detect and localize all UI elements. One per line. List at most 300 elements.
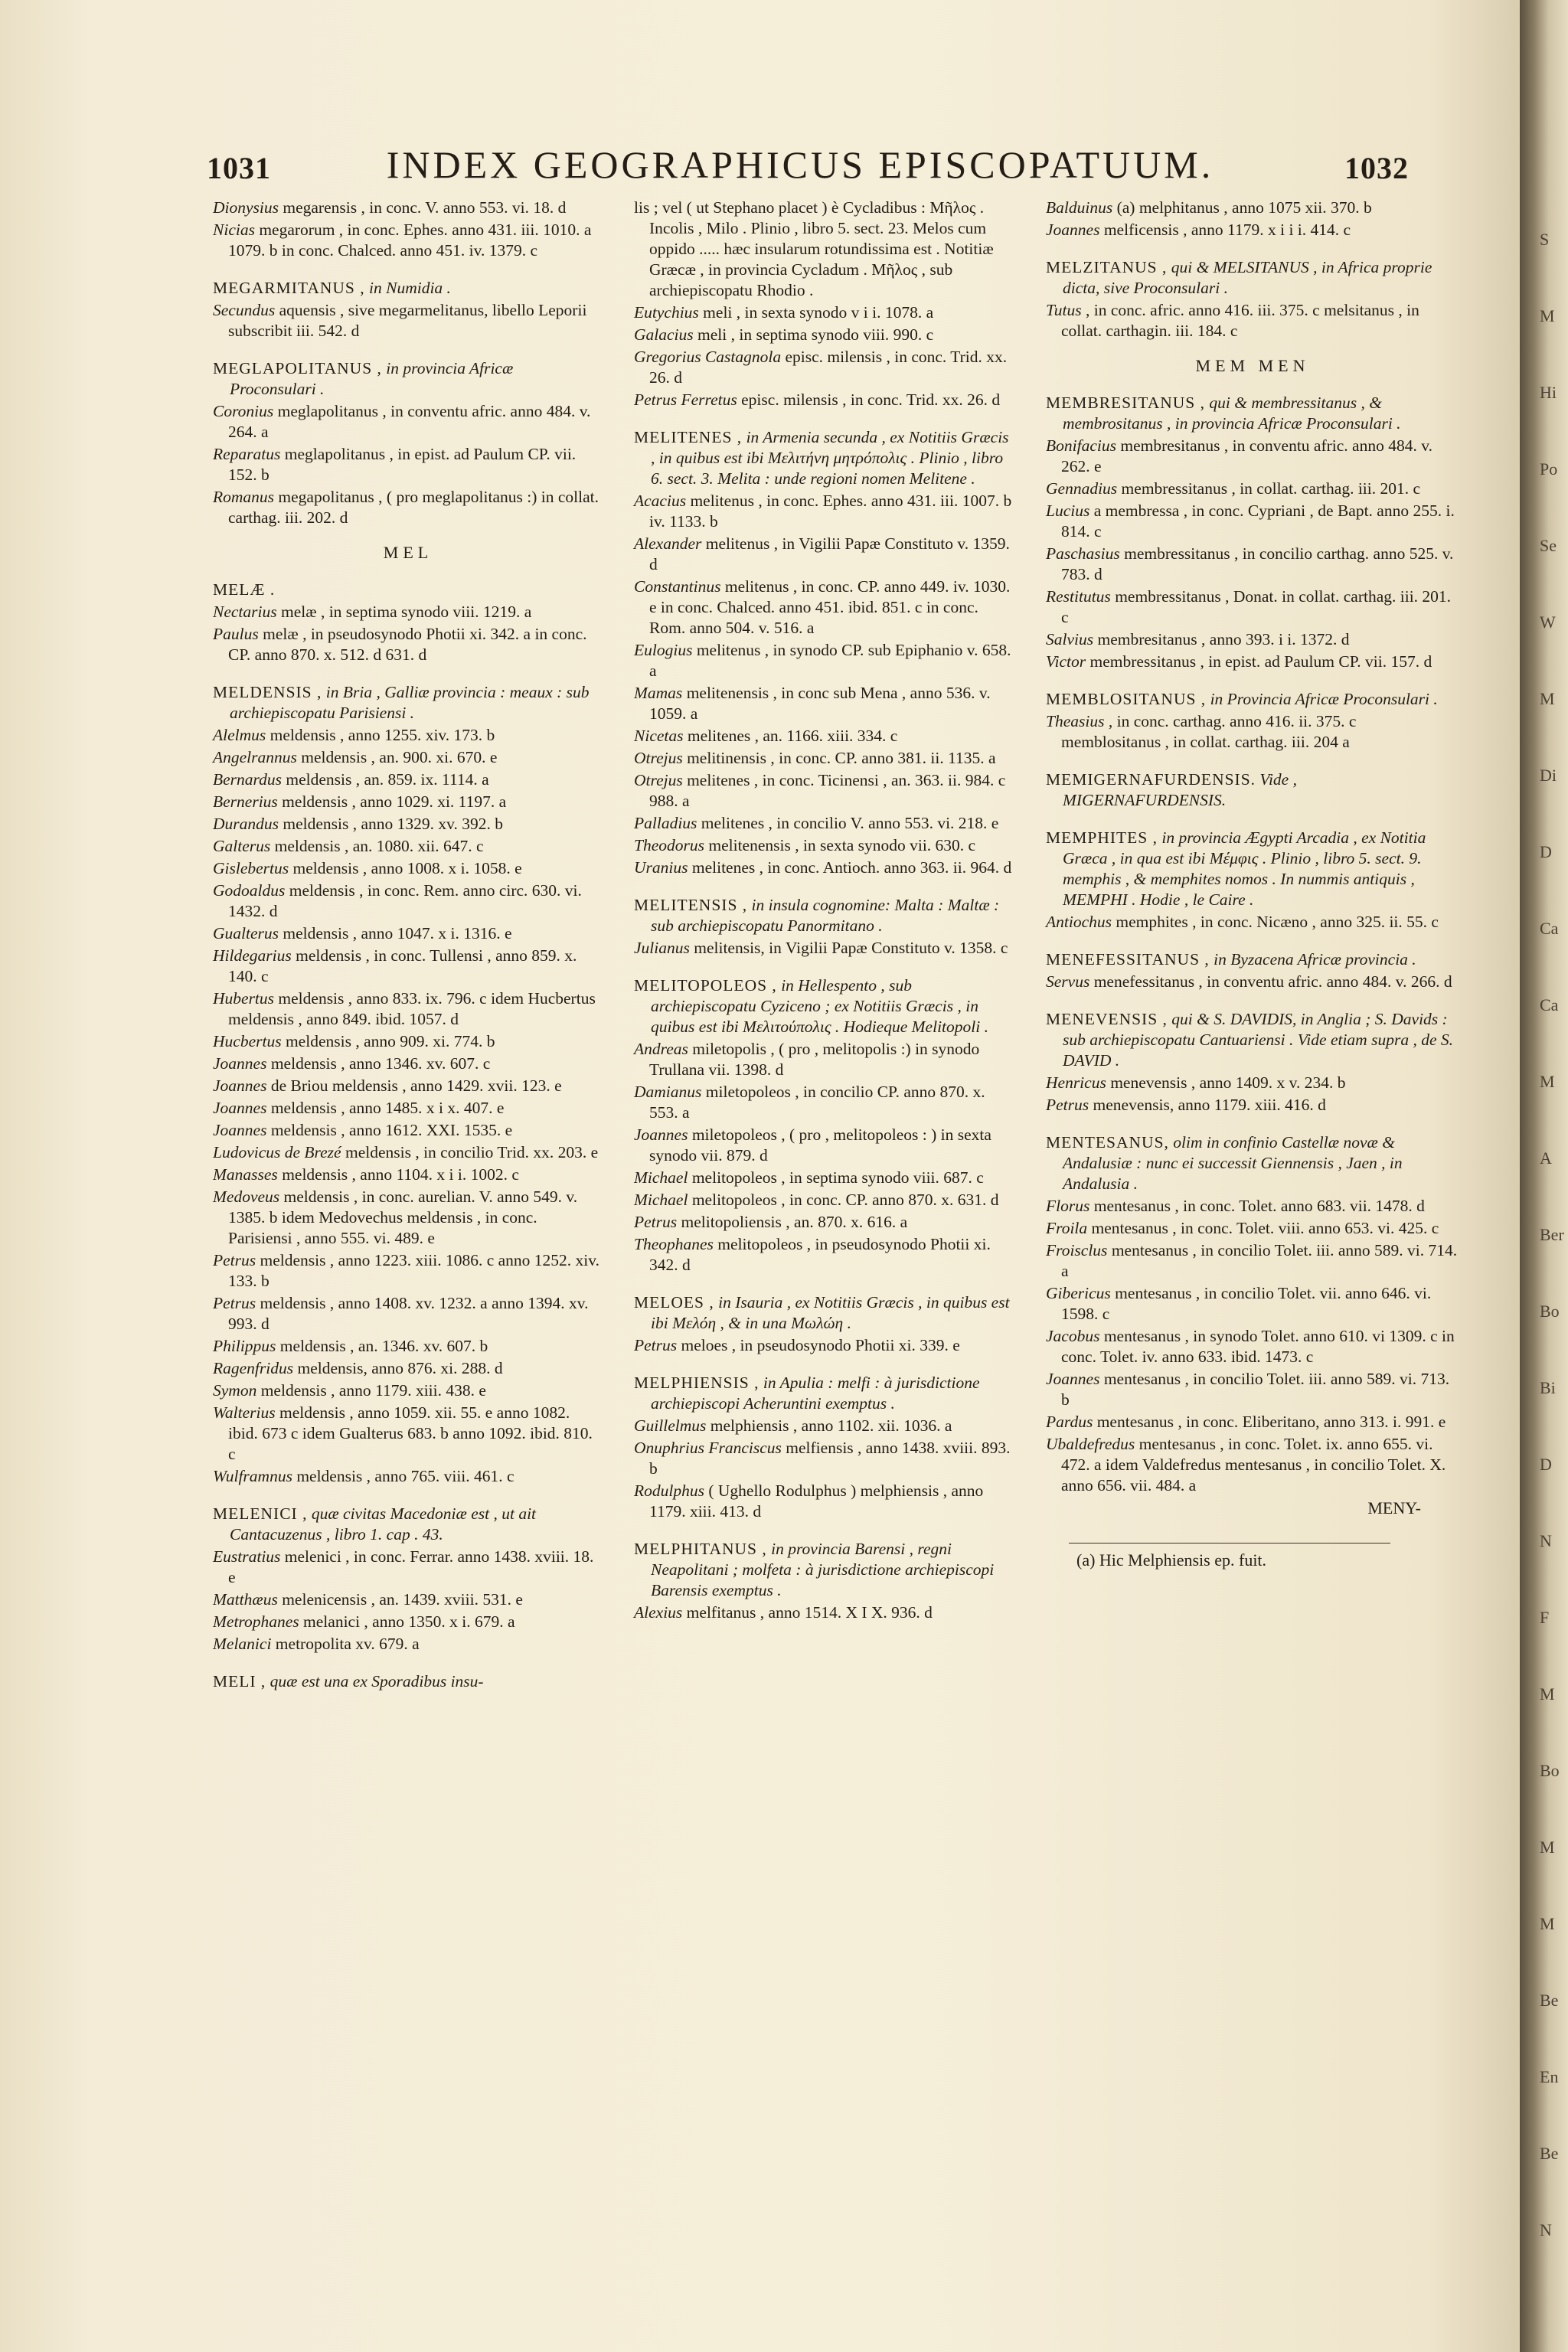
index-entry <box>1046 586 1459 628</box>
footnote-rule <box>1069 1543 1390 1544</box>
index-entry <box>213 946 603 987</box>
entry-reference: metropolita xv. 679. a <box>275 1635 420 1653</box>
bishop-name: Pardus <box>1046 1413 1093 1431</box>
index-entry <box>634 813 1017 834</box>
index-entry <box>213 769 603 790</box>
bishop-name: Acacius <box>634 492 687 510</box>
bishop-name: Nicias <box>213 220 255 239</box>
entry-reference: mentesanus , in conc. Tolet. anno 683. vii. 1478. d <box>1093 1197 1425 1215</box>
index-entry <box>213 602 603 622</box>
entry-reference: melæ , in pseudosynodo Photii xi. 342. a in conc. CP. anno 870. x. 512. d 631. d <box>228 625 587 664</box>
bishop-name: Hildegarius <box>213 946 292 965</box>
bishop-name: Jacobus <box>1046 1327 1100 1345</box>
entry-reference: megapolitanus , ( pro meglapolitanus :) in collat. carthag. iii. 202. d <box>228 488 599 527</box>
index-entry <box>634 1190 1017 1210</box>
bishop-name: Durandus <box>213 815 279 833</box>
see-description: in insula cognomine: Malta : Maltæ : sub archiepiscopatu Panormitano . <box>651 896 1000 935</box>
index-entry <box>1046 220 1459 240</box>
see-heading <box>1046 257 1459 299</box>
index-entry <box>1046 972 1459 992</box>
entry-reference: meldensis , anno 1179. xiii. 438. e <box>260 1381 486 1400</box>
entry-reference: melenici , in conc. Ferrar. anno 1438. xviii. 18. e <box>228 1547 594 1586</box>
margin-fragment: Hi <box>1540 383 1557 402</box>
entry-reference: membressitanus , in concilio carthag. anno 525. v. 783. d <box>1061 544 1454 583</box>
bishop-name: Froisclus <box>1046 1241 1108 1259</box>
index-entry <box>634 1416 1017 1436</box>
bishop-name: Eulogius <box>634 641 693 659</box>
see-description: Vide , MIGERNAFURDENSIS. <box>1063 770 1297 809</box>
bishop-name: Victor <box>1046 652 1086 671</box>
entry-reference: , in conc. carthag. anno 416. ii. 375. c memblositanus , in collat. carthag. iii. 204 a <box>1061 712 1357 751</box>
entry-reference: membressitanus , in collat. carthag. iii. 201. c <box>1121 479 1421 498</box>
bishop-name: Bernerius <box>213 792 278 811</box>
bishop-name: Otrejus <box>634 771 683 789</box>
see-description: in Numidia . <box>369 279 451 297</box>
index-entry <box>1046 912 1459 933</box>
bishop-name: Mamas <box>634 684 683 702</box>
see-heading <box>1046 1132 1459 1194</box>
see-headword: MELITENSIS , <box>634 896 748 914</box>
bishop-name: Petrus <box>634 1336 678 1354</box>
page-header <box>207 142 1409 196</box>
bishop-name: Theasius <box>1046 712 1105 730</box>
see-heading <box>213 358 603 400</box>
bishop-name: Symon <box>213 1381 257 1400</box>
see-description: in Isauria , ex Notitiis Græcis , in quibus est ibi Μελόη , & in una Μωλώη . <box>651 1293 1010 1332</box>
entry-reference: membresitanus , in conventu afric. anno 484. v. 262. e <box>1061 436 1432 475</box>
entry-reference: episc. milensis , in conc. Trid. xx. 26. d <box>741 390 1001 409</box>
see-headword: MEMIGERNAFURDENSIS. <box>1046 770 1256 789</box>
bishop-name: Petrus Ferretus <box>634 390 737 409</box>
see-heading <box>1046 393 1459 434</box>
margin-fragment: Bo <box>1540 1761 1560 1780</box>
margin-fragment: Ber <box>1540 1225 1564 1244</box>
bishop-name: Eutychius <box>634 303 699 322</box>
index-entry <box>1046 1095 1459 1116</box>
bishop-name: Salvius <box>1046 630 1094 648</box>
entry-reference: meldensis , in concilio Trid. xx. 203. e <box>345 1143 599 1161</box>
index-entry <box>1046 1240 1459 1282</box>
see-heading <box>634 975 1017 1037</box>
margin-fragment: D <box>1540 1455 1552 1474</box>
entry-reference: mentesanus , in synodo Tolet. anno 610. vi 1309. c in conc. Tolet. iv. anno 633. ibid. 1473. c <box>1061 1327 1455 1366</box>
index-entry <box>213 988 603 1030</box>
entry-reference: meldensis , an. 1346. xv. 607. b <box>279 1337 488 1355</box>
bishop-name: Restitutus <box>1046 587 1111 606</box>
index-entry <box>213 747 603 768</box>
index-entry <box>1046 1283 1459 1325</box>
entry-reference: de Briou meldensis , anno 1429. xvii. 123. e <box>270 1076 562 1095</box>
see-description: in Armenia secunda , ex Notitiis Græcis , in quibus est ibi Μελιτήνη μητρόπολις . Plinio , libro 6. sect. 3. Melita : unde regioni nomen Melitene . <box>651 428 1009 488</box>
margin-fragment: Se <box>1540 536 1557 555</box>
bishop-name: Joannes <box>213 1121 267 1139</box>
index-entry <box>1046 652 1459 672</box>
entry-reference: melitenes , an. 1166. xiii. 334. c <box>687 727 898 745</box>
margin-fragment: En <box>1540 2067 1559 2086</box>
entry-reference: melitenus , in conc. CP. anno 449. iv. 1030. e in conc. Chalced. anno 451. ibid. 851. c in conc. Rom. anno 504. v. 516. a <box>649 577 1011 637</box>
see-heading <box>213 278 603 299</box>
bishop-name: Secundus <box>213 301 276 319</box>
index-entry <box>634 1168 1017 1188</box>
bishop-name: Wulframnus <box>213 1467 292 1485</box>
entry-reference: melitinensis , in conc. CP. anno 381. ii. 1135. a <box>687 749 996 767</box>
entry-reference: meldensis , anno 1047. x i. 1316. e <box>283 924 512 942</box>
margin-fragment: Ca <box>1540 995 1559 1014</box>
index-entry <box>213 1589 603 1610</box>
bishop-name: Lucius <box>1046 501 1090 520</box>
index-entry <box>634 491 1017 532</box>
page-number-right: 1032 <box>1344 151 1409 185</box>
index-entry <box>213 1634 603 1655</box>
page-number-left: 1031 <box>207 151 271 185</box>
entry-reference: meglapolitanus , in conventu afric. anno 484. v. 264. a <box>228 402 591 441</box>
entry-reference: meldensis , anno 833. ix. 796. c idem Hucbertus meldensis , anno 849. ibid. 1057. d <box>228 989 596 1028</box>
see-description: in provincia Africæ Proconsulari . <box>230 359 514 398</box>
index-entry <box>213 444 603 485</box>
entry-reference: membresitanus , anno 393. i i. 1372. d <box>1097 630 1350 648</box>
index-column-3 <box>1046 198 1459 1570</box>
see-description: qui & membressitanus , & membrositanus , in provincia Africæ Proconsulari . <box>1063 394 1401 433</box>
bishop-name: Alexius <box>634 1603 683 1622</box>
see-heading <box>634 1539 1017 1601</box>
entry-reference: membressitanus , Donat. in collat. carthag. iii. 201. c <box>1061 587 1452 626</box>
bishop-name: Servus <box>1046 972 1090 991</box>
bishop-name: Tutus <box>1046 301 1082 319</box>
entry-reference: meldensis , in conc. aurelian. V. anno 549. v. 1385. b idem Medovechus meldensis , in conc. Parisiensi , anno 555. vi. 489. e <box>228 1187 578 1247</box>
index-entry <box>213 1403 603 1465</box>
entry-reference: meli , in septima synodo viii. 990. c <box>697 325 934 344</box>
entry-reference: miletopoleos , ( pro , melitopoleos : ) in sexta synodo vii. 879. d <box>649 1125 991 1165</box>
index-entry <box>1046 1434 1459 1496</box>
see-headword: MENEVENSIS , <box>1046 1010 1168 1028</box>
index-entry <box>213 1031 603 1052</box>
bishop-name: Melanici <box>213 1635 272 1653</box>
index-entry <box>213 814 603 835</box>
see-headword: MEGLAPOLITANUS , <box>213 359 382 377</box>
see-headword: MELÆ . <box>213 580 276 599</box>
index-entry <box>634 1335 1017 1356</box>
index-entry <box>213 1293 603 1334</box>
index-entry <box>634 858 1017 878</box>
index-entry <box>634 325 1017 345</box>
index-entry <box>1046 300 1459 341</box>
entry-reference: meldensis , an. 900. xi. 670. e <box>301 748 498 766</box>
bishop-name: Romanus <box>213 488 275 506</box>
entry-reference: melanici , anno 1350. x i. 679. a <box>303 1612 515 1631</box>
index-entry <box>213 1187 603 1249</box>
entry-reference: melitenes , in conc. Ticinensi , an. 363. ii. 984. c 988. a <box>649 771 1006 810</box>
bishop-name: Medoveus <box>213 1187 280 1206</box>
see-description: in Hellespento , sub archiepiscopatu Cyziceno ; ex Notitiis Græcis , in quibus est ibi Μελιτούπολις . Hodieque Melitopoli . <box>651 976 988 1036</box>
bishop-name: Manasses <box>213 1165 278 1184</box>
index-entry <box>1046 1073 1459 1093</box>
index-entry <box>213 1120 603 1141</box>
bishop-name: Alelmus <box>213 726 266 744</box>
entry-reference: meldensis , anno 1104. x i i. 1002. c <box>282 1165 519 1184</box>
bishop-name: Alexander <box>634 534 702 553</box>
entry-reference: meldensis , anno 1059. xii. 55. e anno 1082. ibid. 673 c idem Gualterus 683. b anno 1092. ibid. 810. c <box>228 1403 593 1463</box>
entry-reference: melfitanus , anno 1514. X I X. 936. d <box>686 1603 933 1622</box>
bishop-name: Petrus <box>213 1294 256 1312</box>
entry-reference: melitenensis , in conc sub Mena , anno 536. v. 1059. a <box>649 684 991 723</box>
entry-reference: meldensis , anno 1029. xi. 1197. a <box>282 792 507 811</box>
bishop-name: Gibericus <box>1046 1284 1111 1302</box>
bishop-name: Michael <box>634 1168 688 1187</box>
entry-reference: meldensis , an. 859. ix. 1114. a <box>286 770 489 789</box>
index-entry <box>213 1358 603 1379</box>
index-entry <box>1046 1412 1459 1432</box>
entry-reference: meldensis , anno 1223. xiii. 1086. c anno 1252. xiv. 133. b <box>228 1251 600 1290</box>
index-entry <box>213 1380 603 1401</box>
index-entry <box>1046 436 1459 477</box>
margin-fragment: F <box>1540 1608 1550 1627</box>
bishop-name: Dionysius <box>213 198 279 217</box>
bishop-name: Ubaldefredus <box>1046 1435 1135 1453</box>
bishop-name: Hucbertus <box>213 1032 282 1050</box>
bishop-name: Constantinus <box>634 577 721 596</box>
bishop-name: Matthæus <box>213 1590 278 1609</box>
section-divider: MEL <box>383 543 433 562</box>
margin-fragment: M <box>1540 1072 1555 1091</box>
margin-fragment: M <box>1540 1684 1555 1704</box>
bishop-name: Balduinus <box>1046 198 1113 217</box>
bishop-name: Paulus <box>213 625 259 643</box>
bishop-name: Gislebertus <box>213 859 289 877</box>
see-description: in provincia Ægypti Arcadia , ex Notitia Græca , in qua est ibi Μέμφις . Plinio , libro 5. sect. 9. memphis , & memphites nomos . In nummis antiquis , MEMPHI . Hodie , le Caire . <box>1063 828 1426 909</box>
bishop-name: Julianus <box>634 939 690 957</box>
bishop-name: Angelrannus <box>213 748 297 766</box>
bishop-name: Bernardus <box>213 770 282 789</box>
bishop-name: Metrophanes <box>213 1612 299 1631</box>
bishop-name: Galacius <box>634 325 694 344</box>
see-headword: MEMBLOSITANUS , <box>1046 690 1207 708</box>
margin-fragment: Po <box>1540 459 1558 479</box>
bishop-name: Joannes <box>213 1054 267 1073</box>
entry-reference: melenicensis , an. 1439. xviii. 531. e <box>282 1590 523 1609</box>
index-entry <box>634 534 1017 575</box>
bishop-name: Bonifacius <box>1046 436 1116 455</box>
index-entry <box>213 836 603 857</box>
see-headword: MELITENES , <box>634 428 743 446</box>
index-entry <box>1046 1326 1459 1367</box>
index-entry <box>634 1039 1017 1080</box>
entry-reference: mentesanus , in concilio Tolet. vii. anno 646. vi. 1598. c <box>1061 1284 1432 1323</box>
entry-reference: melitopoliensis , an. 870. x. 616. a <box>681 1213 908 1231</box>
index-entry <box>1046 1369 1459 1410</box>
entry-reference: meldensis , anno 1255. xiv. 173. b <box>270 726 495 744</box>
entry-reference: miletopoleos , in concilio CP. anno 870. x. 553. a <box>649 1083 985 1122</box>
index-entry <box>634 198 1017 301</box>
index-entry <box>634 835 1017 856</box>
entry-reference: melitenus , in Vigilii Papæ Constituto v. 1359. d <box>649 534 1010 573</box>
index-entry <box>634 683 1017 724</box>
bishop-name: Reparatus <box>213 445 281 463</box>
index-entry <box>213 1336 603 1357</box>
margin-fragment: N <box>1540 2220 1552 2239</box>
bishop-name: Antiochus <box>1046 913 1112 931</box>
entry-reference: meldensis , an. 1080. xii. 647. c <box>274 837 484 855</box>
entry-reference: meldensis , anno 1346. xv. 607. c <box>270 1054 491 1073</box>
entry-reference: meldensis , anno 1612. XXI. 1535. e <box>270 1121 513 1139</box>
see-headword: MEMBRESITANUS , <box>1046 394 1205 412</box>
see-heading <box>1046 1009 1459 1071</box>
index-entry <box>1046 544 1459 585</box>
bishop-name: Joannes <box>1046 220 1100 239</box>
margin-fragment: Bo <box>1540 1302 1560 1321</box>
bishop-name: Eustratius <box>213 1547 281 1566</box>
entry-reference: mentesanus , in conc. Tolet. viii. anno 653. vi. 425. c <box>1091 1219 1439 1237</box>
index-entry <box>213 401 603 443</box>
index-entry <box>634 1212 1017 1233</box>
see-description: olim in confinio Castellæ novæ & Andalusiæ : nunc ei successit Giennensis , Jaen , in Andalusia . <box>1063 1133 1403 1193</box>
index-entry <box>213 1250 603 1292</box>
see-description: in Bria , Galliæ provincia : meaux : sub archiepiscopatu Parisiensi . <box>230 683 590 722</box>
bishop-name: Andreas <box>634 1040 688 1058</box>
bishop-name: Petrus <box>634 1213 678 1231</box>
entry-reference: meldensis , in conc. Rem. anno circ. 630. vi. 1432. d <box>228 881 582 920</box>
entry-reference: melitensis, in Vigilii Papæ Constituto v. 1358. c <box>694 939 1008 957</box>
entry-reference: melphiensis , anno 1102. xii. 1036. a <box>710 1416 952 1435</box>
bishop-name: Michael <box>634 1191 688 1209</box>
section-divider: MEM MEN <box>1195 356 1310 375</box>
see-heading <box>634 1373 1017 1414</box>
margin-fragment: A <box>1540 1148 1552 1168</box>
see-headword: MELDENSIS , <box>213 683 322 701</box>
see-headword: MELPHITANUS , <box>634 1540 767 1558</box>
index-entry <box>213 1612 603 1632</box>
entry-reference: melitenes , in conc. Antioch. anno 363. ii. 964. d <box>691 858 1012 877</box>
index-column-1 <box>213 198 603 1694</box>
see-heading <box>634 1292 1017 1334</box>
bishop-name: Guillelmus <box>634 1416 707 1435</box>
entry-reference: , in conc. afric. anno 416. iii. 375. c melsitanus , in collat. carthagin. iii. 184. c <box>1061 301 1419 340</box>
see-description: qui & S. DAVIDIS, in Anglia ; S. Davids : sub archiepiscopatu Cantuariensi . Vide etiam supra , de S. DAVID . <box>1063 1010 1453 1070</box>
bishop-name: Nicetas <box>634 727 684 745</box>
bishop-name: Nectarius <box>213 603 277 621</box>
margin-fragment: D <box>1540 842 1552 861</box>
index-entry <box>634 770 1017 812</box>
index-entry <box>213 198 603 218</box>
see-headword: MEMPHITES , <box>1046 828 1158 847</box>
entry-reference: melitopoleos , in conc. CP. anno 870. x. 631. d <box>691 1191 999 1209</box>
index-entry <box>213 923 603 944</box>
entry-reference: megarensis , in conc. V. anno 553. vi. 18. d <box>283 198 567 217</box>
index-entry <box>213 1142 603 1163</box>
entry-reference: melitenes , in concilio V. anno 553. vi. 218. e <box>701 814 999 832</box>
index-entry <box>1046 198 1459 218</box>
bishop-name: Henricus <box>1046 1073 1106 1092</box>
margin-fragment: Ca <box>1540 919 1559 938</box>
see-heading <box>213 580 603 600</box>
entry-reference: melitopoleos , in septima synodo viii. 687. c <box>691 1168 984 1187</box>
entry-reference: melæ , in septima synodo viii. 1219. a <box>280 603 532 621</box>
index-entry <box>634 302 1017 323</box>
bishop-name: Walterius <box>213 1403 276 1422</box>
see-headword: MELOES , <box>634 1293 714 1312</box>
bishop-name: Ragenfridus <box>213 1359 294 1377</box>
see-description: in Provincia Africæ Proconsulari . <box>1210 690 1438 708</box>
see-heading <box>213 1671 603 1692</box>
see-headword: MELZITANUS , <box>1046 258 1168 276</box>
index-entry <box>1046 479 1459 499</box>
index-entry <box>634 748 1017 769</box>
entry-reference: miletopolis , ( pro , melitopolis :) in synodo Trullana vii. 1398. d <box>649 1040 980 1079</box>
margin-fragment: N <box>1540 1531 1552 1550</box>
footnote: (a) Hic Melphiensis ep. fuit. <box>1076 1550 1267 1570</box>
bishop-name: Petrus <box>213 1251 256 1269</box>
see-heading <box>213 1504 603 1545</box>
entry-reference: aquensis , sive megarmelitanus, libello Leporii subscribit iii. 542. d <box>228 301 587 340</box>
bishop-name: Otrejus <box>634 749 683 767</box>
adjacent-page-fragment <box>1535 0 1568 2352</box>
see-description: in Byzacena Africæ provincia . <box>1214 950 1416 969</box>
entry-reference: membressitanus , in epist. ad Paulum CP. vii. 157. d <box>1089 652 1432 671</box>
bishop-name: Palladius <box>634 814 697 832</box>
index-entry <box>213 220 603 261</box>
bishop-name: Godoaldus <box>213 881 286 900</box>
see-heading <box>213 682 603 724</box>
entry-reference: meldensis , anno 909. xi. 774. b <box>285 1032 495 1050</box>
entry-reference: meldensis, anno 876. xi. 288. d <box>297 1359 503 1377</box>
margin-fragment: Be <box>1540 1991 1559 2010</box>
index-entry <box>634 1234 1017 1276</box>
see-description: qui & MELSITANUS , in Africa proprie dicta, sive Proconsulari . <box>1063 258 1432 297</box>
see-heading <box>634 427 1017 489</box>
bishop-name: Rodulphus <box>634 1481 704 1500</box>
margin-fragment: M <box>1540 1838 1555 1857</box>
bishop-name: Paschasius <box>1046 544 1120 563</box>
index-entry <box>634 938 1017 959</box>
bishop-name: Joannes <box>1046 1370 1100 1388</box>
entry-reference: mentesanus , in conc. Tolet. ix. anno 655. vi. 472. a idem Valdefredus mentesanus , in concilio Tolet. X. anno 656. vii. 484. a <box>1061 1435 1446 1494</box>
index-entry <box>213 1466 603 1487</box>
index-entry <box>634 390 1017 410</box>
index-entry <box>634 577 1017 639</box>
entry-reference: meldensis , anno 765. viii. 461. c <box>296 1467 514 1485</box>
entry-reference: meldensis , anno 1008. x i. 1058. e <box>292 859 522 877</box>
index-entry <box>213 792 603 812</box>
margin-fragment: Di <box>1540 766 1557 785</box>
index-entry <box>634 1438 1017 1479</box>
index-entry <box>1046 711 1459 753</box>
entry-reference: lis ; vel ( ut Stephano placet ) è Cycladibus : Μῆλος . Incolis , Milo . Plinio , libro 5. sect. 23. Melos cum oppido ..... hæc insularum rotundissima est . Notitiæ Græcæ , in provincia Cycladum . Μῆλος , sub archiepiscopatu Rhodio . <box>634 198 994 299</box>
index-entry <box>1046 501 1459 542</box>
index-entry <box>213 1098 603 1119</box>
see-heading <box>1046 769 1459 811</box>
see-headword: MENEFESSITANUS , <box>1046 950 1210 969</box>
index-entry <box>213 1054 603 1074</box>
entry-reference: meldensis , anno 1485. x i x. 407. e <box>270 1099 505 1117</box>
see-headword: MENTESANUS, <box>1046 1133 1169 1152</box>
entry-reference: memphites , in conc. Nicæno , anno 325. ii. 55. c <box>1116 913 1439 931</box>
bishop-name: Joannes <box>213 1076 267 1095</box>
see-description: in provincia Barensi , regni Neapolitani ; molfeta : à jurisdictione archiepiscopi Barensis exemptus . <box>651 1540 995 1599</box>
entry-reference: meldensis , in conc. Tullensi , anno 859. x. 140. c <box>228 946 577 985</box>
bishop-name: Coronius <box>213 402 274 420</box>
see-headword: MEGARMITANUS , <box>213 279 365 297</box>
bishop-name: Philippus <box>213 1337 276 1355</box>
entry-reference: meldensis , anno 1408. xv. 1232. a anno 1394. xv. 993. d <box>228 1294 589 1333</box>
bishop-name: Joannes <box>634 1125 688 1144</box>
entry-reference: mentesanus , in concilio Tolet. iii. anno 589. vi. 714. a <box>1061 1241 1458 1280</box>
entry-reference: a membressa , in conc. Cypriani , de Bapt. anno 255. i. 814. c <box>1061 501 1455 541</box>
entry-reference: meglapolitanus , in epist. ad Paulum CP. vii. 152. b <box>228 445 577 484</box>
bishop-name: Theodorus <box>634 836 704 854</box>
bishop-name: Froila <box>1046 1219 1088 1237</box>
index-entry <box>634 1602 1017 1623</box>
entry-reference: meldensis , anno 1329. xv. 392. b <box>283 815 504 833</box>
margin-fragment: M <box>1540 689 1555 708</box>
